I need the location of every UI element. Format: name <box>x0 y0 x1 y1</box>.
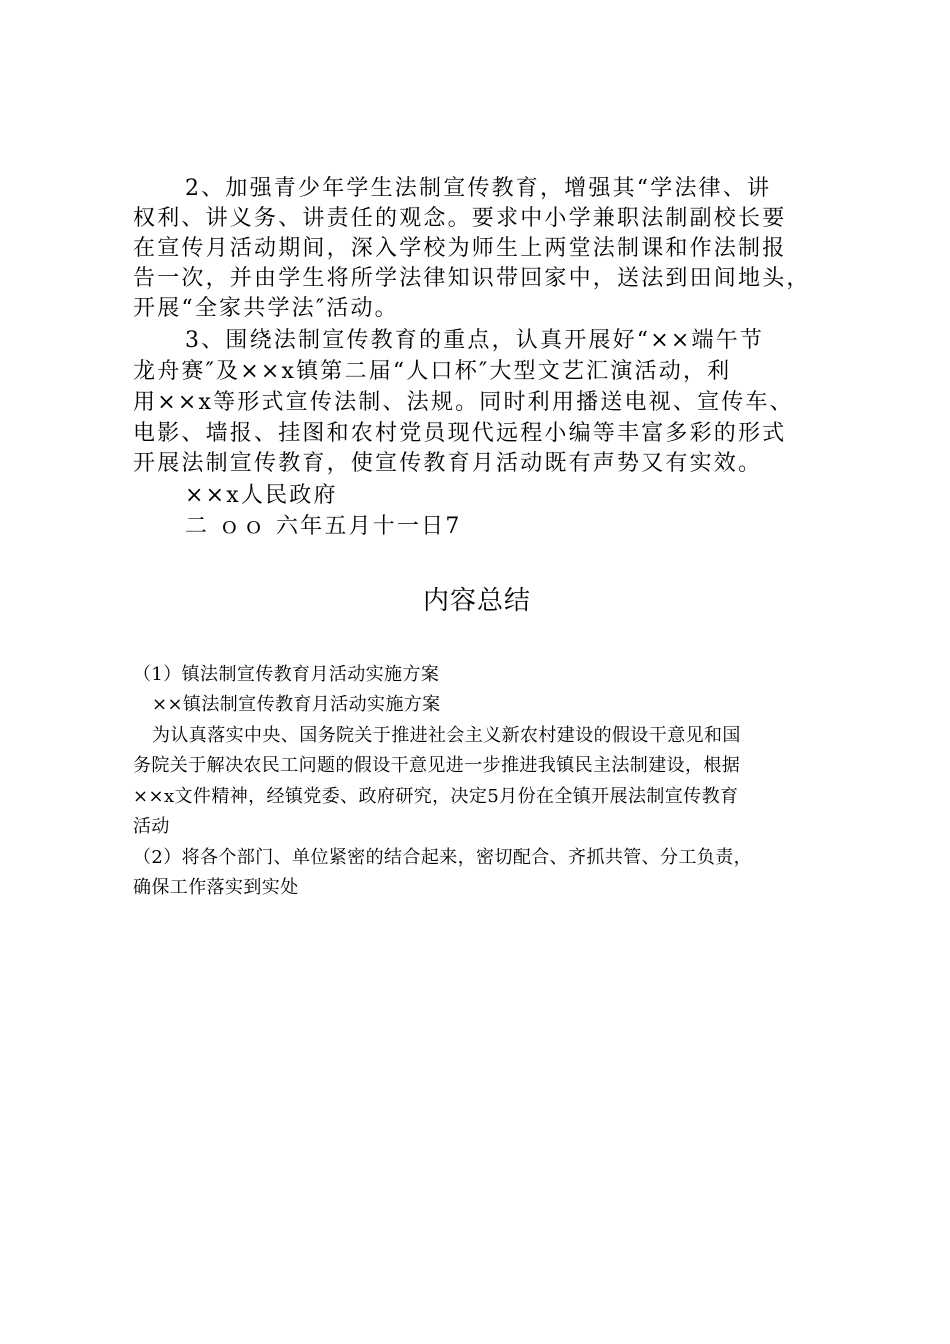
paragraph-2-line-1: 2、加强青少年学生法制宣传教育，增强其“学法律、讲 <box>185 176 772 201</box>
summary-line-3: 为认真落实中央、国务院关于推进社会主义新农村建设的假设干意见和国 <box>152 725 741 746</box>
summary-title: 内容总结 <box>423 586 532 616</box>
summary-line-1: （1）镇法制宣传教育月活动实施方案 <box>133 664 440 685</box>
summary-line-6: 活动 <box>133 816 170 837</box>
paragraph-3-line-5: 开展法制宣传教育，使宣传教育月活动既有声势又有实效。 <box>133 451 763 476</box>
paragraph-2-line-5: 开展“全家共学法″活动。 <box>133 296 399 321</box>
summary-line-2: ××镇法制宣传教育月活动实施方案 <box>152 694 441 715</box>
paragraph-3-line-4: 电影、墙报、挂图和农村党员现代远程小编等丰富多彩的形式 <box>133 421 787 446</box>
paragraph-2-line-3: 在宣传月活动期间，深入学校为师生上两堂法制课和作法制报 <box>133 236 787 261</box>
summary-line-7: （2）将各个部门、单位紧密的结合起来，密切配合、齐抓共管、分工负责， <box>133 847 753 868</box>
paragraph-3-line-1: 3、围绕法制宣传教育的重点，认真开展好“××端午节 <box>185 328 765 353</box>
paragraph-3-line-2: 龙舟赛″及××x镇第二届“人口杯″大型文艺汇演活动，利 <box>133 359 732 384</box>
paragraph-2-line-4: 告一次，并由学生将所学法律知识带回家中，送法到田间地头， <box>133 266 811 291</box>
paragraph-3-line-3: 用××x等形式宣传法制、法规。同时利用播送电视、宣传车、 <box>133 390 794 415</box>
summary-line-5: ××x文件精神，经镇党委、政府研究，决定5月份在全镇开展法制宣传教育 <box>133 786 739 807</box>
summary-line-4: 务院关于解决农民工问题的假设干意见进一步推进我镇民主法制建设，根据 <box>133 755 741 776</box>
summary-line-8: 确保工作落实到实处 <box>133 877 299 898</box>
date-line: 二 ｏｏ 六年五月十一日7 <box>185 514 462 539</box>
paragraph-2-line-2: 权利、讲义务、讲责任的观念。要求中小学兼职法制副校长要 <box>133 206 787 231</box>
signature: ××x人民政府 <box>185 483 338 508</box>
